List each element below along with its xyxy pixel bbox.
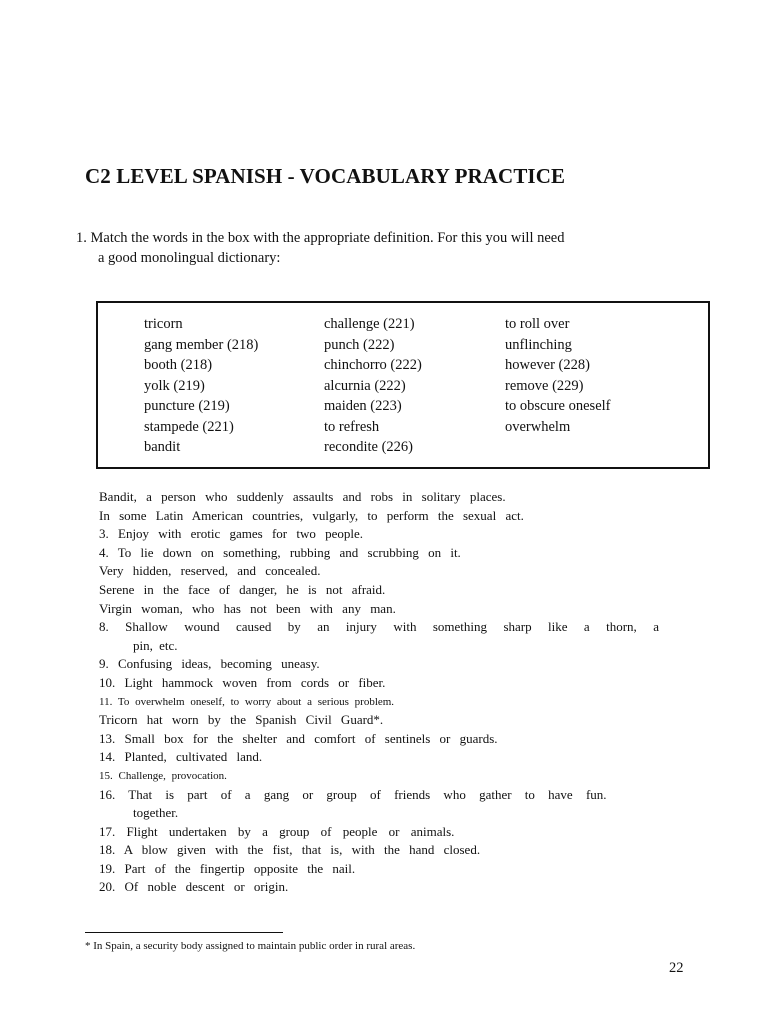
footnote: * In Spain, a security body assigned to maintain public order in rural areas.	[85, 940, 416, 952]
word-item: chinchorro (222)	[324, 357, 422, 373]
footnote-divider	[85, 932, 283, 933]
definition-item: Bandit, a person who suddenly assaults and robs in solitary places.	[99, 489, 506, 504]
word-item: gang member (218)	[144, 336, 259, 353]
instruction-line-1: 1. Match the words in the box with the appropriate definition. For this you will need	[76, 230, 565, 246]
word-box	[96, 301, 710, 469]
exercise-instruction	[76, 228, 636, 268]
definition-item: Virgin woman, who has not been with any man.	[99, 600, 396, 616]
word-item: yolk (219)	[144, 377, 205, 394]
page-title: C2 LEVEL SPANISH - VOCABULARY PRACTICE	[85, 164, 566, 188]
word-column-2	[324, 314, 422, 458]
definition-item: Tricorn hat worn by the Spanish Civil Guard*.	[99, 712, 384, 728]
word-item: booth (218)	[144, 357, 213, 373]
word-item: puncture (219)	[144, 398, 230, 414]
definition-list	[99, 488, 659, 897]
word-column-1	[144, 314, 258, 458]
definition-item: 3. Enjoy with erotic games for two people.	[99, 526, 364, 542]
word-item: punch (222)	[324, 336, 395, 353]
word-item: remove (229)	[505, 377, 584, 394]
word-item: challenge (221)	[324, 316, 415, 332]
definition-item: 10. Light hammock woven from cords or fiber.	[99, 674, 386, 690]
definition-continuation: pin, etc.	[133, 637, 178, 653]
word-item: however (228)	[505, 357, 590, 373]
definition-item: 14. Planted, cultivated land.	[99, 749, 263, 765]
definition-item: Very hidden, reserved, and concealed.	[99, 563, 321, 579]
word-item: alcurnia (222)	[324, 377, 406, 394]
word-column-3	[505, 314, 611, 437]
definition-item: 20. Of noble descent or origin.	[99, 879, 289, 895]
definition-item: Serene in the face of danger, he is not afraid.	[99, 581, 386, 597]
definition-item: 15. Challenge, provocation.	[99, 769, 227, 782]
definition-item: 4. To lie down on something, rubbing and scrubbing on it.	[99, 544, 461, 560]
definition-item: 18. A blow given with the fist, that is, with the hand closed.	[99, 842, 481, 858]
word-item: to obscure oneself	[505, 398, 611, 414]
word-item: bandit	[144, 439, 181, 455]
definition-item: 9. Confusing ideas, becoming uneasy.	[99, 656, 320, 672]
definition-item: 13. Small box for the shelter and comfort of sentinels or guards.	[99, 730, 498, 746]
word-item: to roll over	[505, 316, 570, 332]
definition-item: 11. To overwhelm oneself, to worry about a serious problem.	[99, 695, 395, 708]
word-item: tricorn	[144, 316, 183, 332]
instruction-line-2: a good monolingual dictionary:	[98, 250, 281, 266]
definition-item: 8. Shallow wound caused by an injury with something sharp like a thorn, a	[99, 619, 659, 635]
definition-item: 17. Flight undertaken by a group of people or animals.	[99, 823, 455, 839]
word-item: to refresh	[324, 418, 380, 435]
word-item: recondite (226)	[324, 439, 413, 455]
page-number: 22	[669, 960, 684, 976]
definition-item: In some Latin American countries, vulgarly, to perform the sexual act.	[99, 507, 524, 523]
definition-item: 16. That is part of a gang or group of friends who gather to have fun.	[99, 786, 607, 802]
word-item: overwhelm	[505, 418, 571, 435]
word-item: stampede (221)	[144, 418, 234, 435]
word-item: unflinching	[505, 336, 572, 353]
word-item: maiden (223)	[324, 398, 402, 414]
definition-continuation: together.	[133, 805, 179, 821]
definition-item: 19. Part of the fingertip opposite the nail.	[99, 860, 356, 876]
